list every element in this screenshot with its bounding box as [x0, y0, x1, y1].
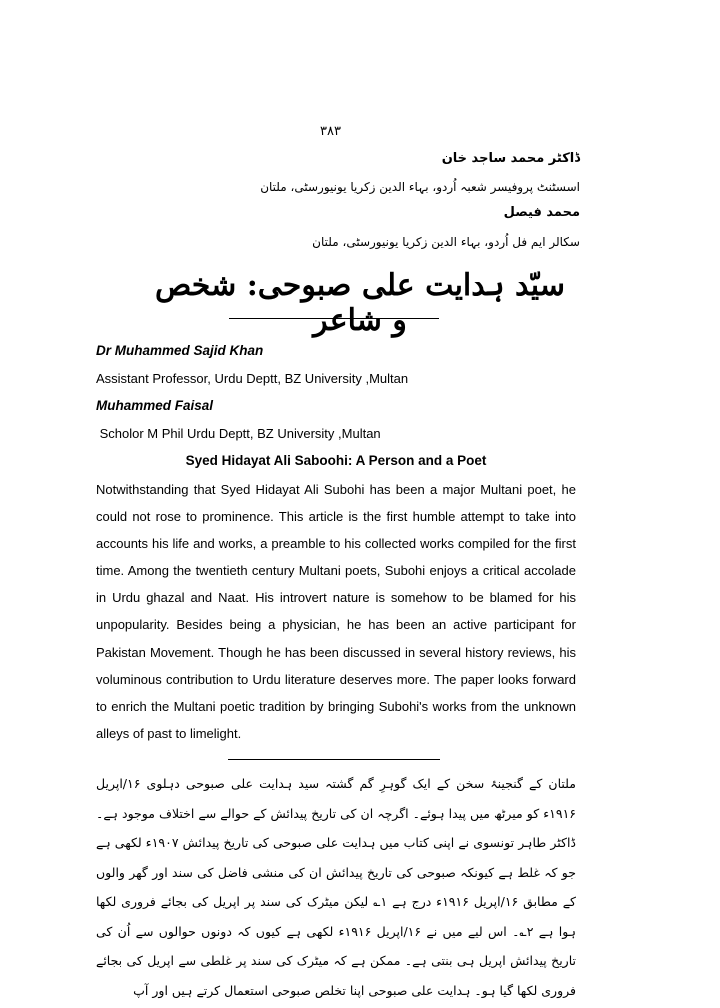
body-text-urdu — [96, 769, 576, 1005]
abstract — [96, 476, 576, 747]
title-english: Syed Hidayat Ali Saboohi: A Person and a Poet — [185, 453, 487, 468]
author-1-affiliation-urdu: اسسٹنٹ پروفیسر شعبہ اُردو، بہاء الدین زکریا یونیورسٹی، ملتان — [260, 180, 580, 194]
title-urdu: سیّد ہدایت علی صبوحی: شخص و شاعر — [155, 268, 565, 338]
abstract-divider — [228, 759, 440, 760]
title-divider — [229, 318, 439, 319]
body-paragraph: ملتان کے گنجینۂ سخن کے ایک گوہرِ گم گشتہ سید ہدایت علی صبوحی دہلوی ۱۶/اپریل ۱۹۱۶ء کو میرٹھ میں پیدا ہوئے۔ اگرچہ ان کی تاریخ پیدائش کے حوالے سے اختلاف موجود ہے۔ ڈاکٹر طاہر تونسوی نے اپنی کتاب میں ہدایت علی صبوحی کی تاریخ پیدائش ۱۹۰۷ء لکھی ہے جو کہ غلط ہے کیونکہ صبوحی کی تاریخ پیدائش ان کی منشی فاضل کی سند اور گھر والوں کے مطابق ۱۶/اپریل ۱۹۱۶ء درج ہے ١؎ لیکن میٹرک کی سند پر اپریل کی بجائے فروری لکھا ہوا ہے ٢؎۔ اس لیے میں نے ۱۶/اپریل ۱۹۱۶ء لکھی ہے کیوں کہ دونوں حوالوں سے اُن کی تاریخ پیدائش اپریل ہی بنتی ہے۔ ممکن ہے کہ میٹرک کی سند پر غلطی سے اپریل کی بجائے فروری لکھا گیا ہو۔ ہدایت علی صبوحی اپنا تخلص صبوحی استعمال کرتے ہیں اور آپ — [96, 776, 576, 998]
page-number: ۳۸۳ — [320, 123, 341, 138]
author-1-affiliation-english: Assistant Professor, Urdu Deptt, BZ University ,Multan — [96, 371, 409, 386]
author-2-affiliation-english: Scholor M Phil Urdu Deptt, BZ University ,Multan — [96, 426, 381, 441]
abstract-text: Notwithstanding that Syed Hidayat Ali Subohi has been a major Multani poet, he could not rose to prominence. This article is the first humble attempt to take into accounts his life and works, a preamble to his collected works compiled for the first time. Among the twentieth century Multani poets, Subohi enjoys a critical accolade in Urdu ghazal and Naat. His introvert nature is somehow to be blamed for his unpopularity. Besides being a physician, he has been an active participant for Pakistan Movement. Though he has been discussed in several history reviews, his voluminous contribution to Urdu literature deserves more. The paper looks forward to enrich the Multani poetic tradition by bringing Subohi's works from the unknown alleys of past to limelight. — [96, 482, 576, 741]
author-1-name-english: Dr Muhammed Sajid Khan — [96, 343, 264, 358]
author-2-name-urdu: محمد فیصل — [503, 205, 580, 220]
author-2-affiliation-urdu: سکالر ایم فل اُردو، بہاء الدین زکریا یونیورسٹی، ملتان — [312, 235, 580, 249]
author-2-name-english: Muhammed Faisal — [96, 398, 214, 413]
author-1-name-urdu: ڈاکٹر محمد ساجد خان — [441, 151, 580, 166]
